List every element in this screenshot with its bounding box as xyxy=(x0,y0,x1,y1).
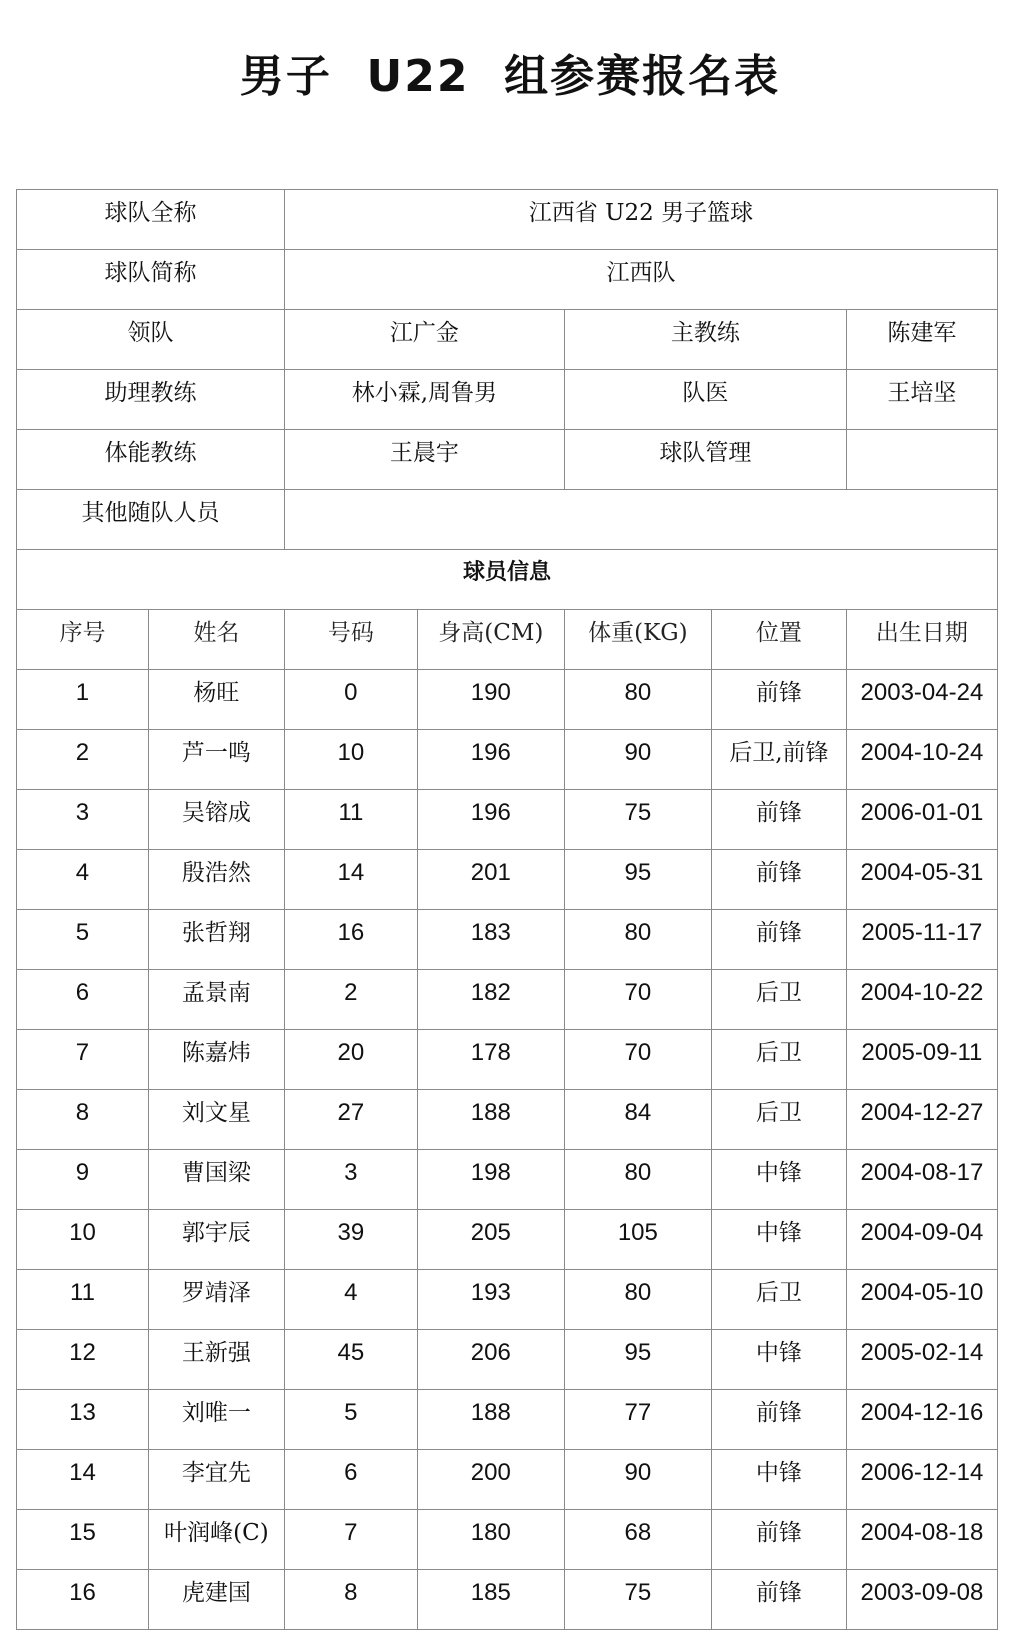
player-name: 叶润峰(C) xyxy=(148,1510,284,1570)
player-height: 190 xyxy=(417,670,564,730)
table-row xyxy=(17,1210,998,1270)
player-number: 8 xyxy=(17,1090,149,1150)
fitness-value: 王晨宇 xyxy=(284,430,564,490)
jersey-number: 4 xyxy=(284,1270,417,1330)
jersey-number: 7 xyxy=(284,1510,417,1570)
jersey-number: 11 xyxy=(284,790,417,850)
jersey-number: 2 xyxy=(284,970,417,1030)
head-coach-value: 陈建军 xyxy=(846,310,997,370)
player-name: 杨旺 xyxy=(148,670,284,730)
table-row xyxy=(17,1570,998,1630)
player-weight: 68 xyxy=(564,1510,711,1570)
player-birthdate: 2004-05-31 xyxy=(846,850,997,910)
column-header: 体重(KG) xyxy=(564,610,711,670)
others-label: 其他随队人员 xyxy=(17,490,285,550)
player-height: 188 xyxy=(417,1090,564,1150)
player-position: 中锋 xyxy=(711,1150,846,1210)
player-number: 11 xyxy=(17,1270,149,1330)
table-row xyxy=(17,1450,998,1510)
fitness-label: 体能教练 xyxy=(17,430,285,490)
table-row xyxy=(17,1330,998,1390)
others-value xyxy=(284,490,997,550)
player-number: 1 xyxy=(17,670,149,730)
column-header: 身高(CM) xyxy=(417,610,564,670)
player-height: 188 xyxy=(417,1390,564,1450)
table-row xyxy=(17,1390,998,1450)
player-name: 孟景南 xyxy=(148,970,284,1030)
player-birthdate: 2004-05-10 xyxy=(846,1270,997,1330)
player-position: 前锋 xyxy=(711,1510,846,1570)
jersey-number: 0 xyxy=(284,670,417,730)
player-birthdate: 2004-08-18 xyxy=(846,1510,997,1570)
column-header: 姓名 xyxy=(148,610,284,670)
manager-value xyxy=(846,430,997,490)
table-row xyxy=(17,730,998,790)
players-header-row xyxy=(17,610,998,670)
player-position: 后卫 xyxy=(711,1270,846,1330)
player-birthdate: 2004-12-27 xyxy=(846,1090,997,1150)
table-row xyxy=(17,910,998,970)
player-weight: 75 xyxy=(564,790,711,850)
player-position: 中锋 xyxy=(711,1450,846,1510)
player-name: 刘唯一 xyxy=(148,1390,284,1450)
table-row xyxy=(17,1090,998,1150)
player-name: 陈嘉炜 xyxy=(148,1030,284,1090)
player-name: 吴镕成 xyxy=(148,790,284,850)
short-name-value: 江西队 xyxy=(284,250,997,310)
player-name: 芦一鸣 xyxy=(148,730,284,790)
table-row xyxy=(17,1150,998,1210)
player-weight: 95 xyxy=(564,850,711,910)
player-number: 2 xyxy=(17,730,149,790)
column-header: 位置 xyxy=(711,610,846,670)
leader-label: 领队 xyxy=(17,310,285,370)
player-position: 前锋 xyxy=(711,850,846,910)
player-height: 196 xyxy=(417,730,564,790)
player-position: 前锋 xyxy=(711,790,846,850)
player-weight: 80 xyxy=(564,1270,711,1330)
player-position: 前锋 xyxy=(711,910,846,970)
player-birthdate: 2004-12-16 xyxy=(846,1390,997,1450)
player-position: 中锋 xyxy=(711,1210,846,1270)
table-row xyxy=(17,670,998,730)
doctor-value: 王培坚 xyxy=(846,370,997,430)
player-height: 198 xyxy=(417,1150,564,1210)
player-number: 3 xyxy=(17,790,149,850)
column-header: 序号 xyxy=(17,610,149,670)
player-position: 后卫,前锋 xyxy=(711,730,846,790)
player-birthdate: 2004-10-22 xyxy=(846,970,997,1030)
player-weight: 70 xyxy=(564,970,711,1030)
player-birthdate: 2005-11-17 xyxy=(846,910,997,970)
player-height: 206 xyxy=(417,1330,564,1390)
registration-table xyxy=(16,189,998,1630)
player-name: 张哲翔 xyxy=(148,910,284,970)
player-birthdate: 2004-09-04 xyxy=(846,1210,997,1270)
player-weight: 105 xyxy=(564,1210,711,1270)
short-name-label: 球队简称 xyxy=(17,250,285,310)
player-position: 前锋 xyxy=(711,670,846,730)
player-weight: 90 xyxy=(564,1450,711,1510)
player-height: 201 xyxy=(417,850,564,910)
jersey-number: 20 xyxy=(284,1030,417,1090)
full-name-value: 江西省 U22 男子篮球 xyxy=(284,190,997,250)
player-birthdate: 2006-12-14 xyxy=(846,1450,997,1510)
player-position: 后卫 xyxy=(711,970,846,1030)
player-name: 李宜先 xyxy=(148,1450,284,1510)
leader-value: 江广金 xyxy=(284,310,564,370)
player-height: 200 xyxy=(417,1450,564,1510)
jersey-number: 27 xyxy=(284,1090,417,1150)
player-name: 虎建国 xyxy=(148,1570,284,1630)
doctor-label: 队医 xyxy=(564,370,846,430)
jersey-number: 16 xyxy=(284,910,417,970)
player-birthdate: 2005-09-11 xyxy=(846,1030,997,1090)
player-number: 14 xyxy=(17,1450,149,1510)
player-number: 9 xyxy=(17,1150,149,1210)
player-name: 曹国梁 xyxy=(148,1150,284,1210)
player-height: 196 xyxy=(417,790,564,850)
player-name: 殷浩然 xyxy=(148,850,284,910)
player-height: 180 xyxy=(417,1510,564,1570)
player-weight: 75 xyxy=(564,1570,711,1630)
full-name-label: 球队全称 xyxy=(17,190,285,250)
column-header: 号码 xyxy=(284,610,417,670)
table-row xyxy=(17,970,998,1030)
player-birthdate: 2005-02-14 xyxy=(846,1330,997,1390)
player-position: 前锋 xyxy=(711,1390,846,1450)
player-weight: 95 xyxy=(564,1330,711,1390)
player-height: 205 xyxy=(417,1210,564,1270)
player-weight: 70 xyxy=(564,1030,711,1090)
jersey-number: 5 xyxy=(284,1390,417,1450)
manager-label: 球队管理 xyxy=(564,430,846,490)
player-number: 13 xyxy=(17,1390,149,1450)
player-height: 178 xyxy=(417,1030,564,1090)
player-height: 183 xyxy=(417,910,564,970)
player-birthdate: 2006-01-01 xyxy=(846,790,997,850)
player-height: 182 xyxy=(417,970,564,1030)
player-height: 193 xyxy=(417,1270,564,1330)
player-number: 12 xyxy=(17,1330,149,1390)
jersey-number: 39 xyxy=(284,1210,417,1270)
jersey-number: 10 xyxy=(284,730,417,790)
player-name: 罗靖泽 xyxy=(148,1270,284,1330)
player-name: 王新强 xyxy=(148,1330,284,1390)
player-rows xyxy=(17,670,998,1630)
table-row xyxy=(17,1510,998,1570)
table-row xyxy=(17,790,998,850)
player-birthdate: 2003-09-08 xyxy=(846,1570,997,1630)
player-position: 后卫 xyxy=(711,1090,846,1150)
player-weight: 84 xyxy=(564,1090,711,1150)
player-birthdate: 2004-08-17 xyxy=(846,1150,997,1210)
player-position: 后卫 xyxy=(711,1030,846,1090)
table-row xyxy=(17,1270,998,1330)
column-header: 出生日期 xyxy=(846,610,997,670)
player-position: 中锋 xyxy=(711,1330,846,1390)
player-birthdate: 2004-10-24 xyxy=(846,730,997,790)
player-number: 4 xyxy=(17,850,149,910)
page-title: 男子 U22 组参赛报名表 xyxy=(239,51,781,102)
player-weight: 80 xyxy=(564,910,711,970)
player-number: 15 xyxy=(17,1510,149,1570)
jersey-number: 14 xyxy=(284,850,417,910)
player-name: 刘文星 xyxy=(148,1090,284,1150)
player-name: 郭宇辰 xyxy=(148,1210,284,1270)
player-weight: 80 xyxy=(564,1150,711,1210)
player-number: 6 xyxy=(17,970,149,1030)
players-section-heading: 球员信息 xyxy=(17,550,998,610)
player-number: 10 xyxy=(17,1210,149,1270)
jersey-number: 45 xyxy=(284,1330,417,1390)
player-weight: 80 xyxy=(564,670,711,730)
player-birthdate: 2003-04-24 xyxy=(846,670,997,730)
player-position: 前锋 xyxy=(711,1570,846,1630)
player-weight: 90 xyxy=(564,730,711,790)
jersey-number: 6 xyxy=(284,1450,417,1510)
assistant-label: 助理教练 xyxy=(17,370,285,430)
jersey-number: 3 xyxy=(284,1150,417,1210)
table-row xyxy=(17,850,998,910)
team-info xyxy=(17,190,998,670)
assistant-value: 林小霖,周鲁男 xyxy=(284,370,564,430)
table-row xyxy=(17,1030,998,1090)
player-weight: 77 xyxy=(564,1390,711,1450)
player-number: 7 xyxy=(17,1030,149,1090)
jersey-number: 8 xyxy=(284,1570,417,1630)
player-height: 185 xyxy=(417,1570,564,1630)
player-number: 5 xyxy=(17,910,149,970)
player-number: 16 xyxy=(17,1570,149,1630)
head-coach-label: 主教练 xyxy=(564,310,846,370)
